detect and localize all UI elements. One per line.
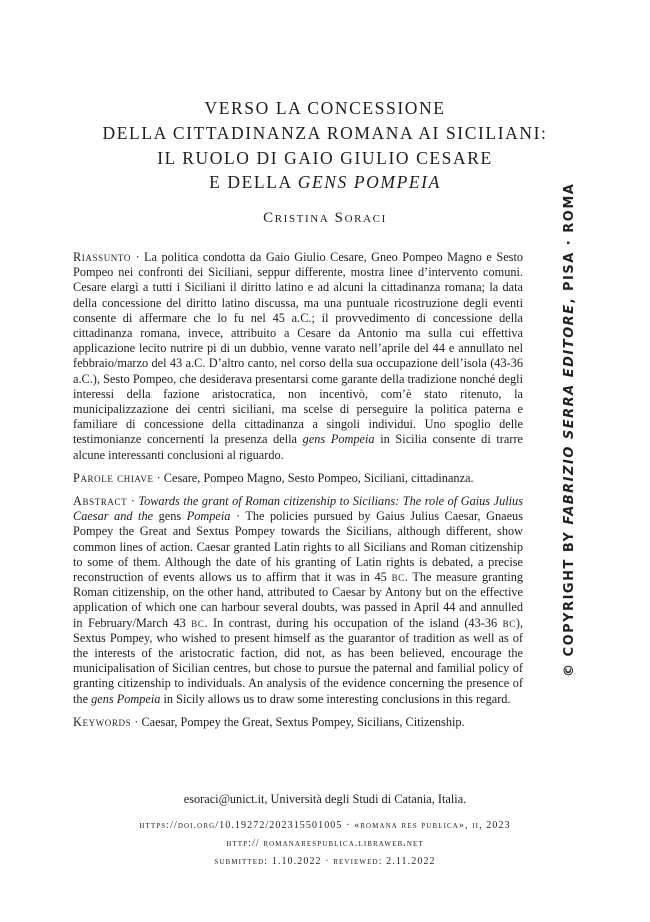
abstract-text-1: The policies pursued by Gaius Julius Caesar, Gnaeus Pompey the Great and Sextus Pompey towards the Sicilians, although different, show common lines of action. Caesar granted Latin rights to all Sicilians and Roman citizenship to some of them. Although the date of his granting of Latin rights is debated, a precise reconstruction of events allows us to affirm that it was in 45 <box>73 509 523 585</box>
parole-chiave-text: Cesare, Pompeo Magno, Sesto Pompeo, Siciliani, cittadinanza. <box>163 471 474 485</box>
title-line-1: VERSO LA CONCESSIONE <box>204 98 446 118</box>
keywords-label: Keywords <box>73 715 132 729</box>
abstract-separator-2: · <box>230 509 246 524</box>
abstract-paragraph <box>73 494 523 707</box>
abstract-bc-2: bc <box>191 615 205 630</box>
copyright-notice <box>559 182 581 677</box>
copyright-prefix: © COPYRIGHT BY <box>562 524 577 677</box>
article-title <box>60 96 590 195</box>
riassunto-paragraph <box>73 250 523 463</box>
title-line-4 <box>60 170 590 195</box>
keywords-separator: · <box>131 715 142 729</box>
abstract-title-italic-2: Pompeia <box>186 509 231 524</box>
abstract-bc-1: bc <box>391 570 405 585</box>
abstract-text-3: . In contrast, during his occupation of the island (43-36 <box>204 615 503 630</box>
submission-dates: submitted: 1.10.2022 · reviewed: 2.11.2022 <box>214 856 436 867</box>
abstract-text-5: in Sicily allows us to draw some interesting conclusions in this regard. <box>160 691 511 706</box>
riassunto-text: La politica condotta da Gaio Giulio Cesare, Gneo Pompeo Magno e Sesto Pompeo nei confronti dei Siciliani, seppur differente, mostra linee d’intervento comuni. Cesare elargì a tutti i Siciliani il diritto latino e ad alcuni la cittadinanza romana; la data della concessione del diritto latino discussa, ma una puntuale ricostruzione degli eventi consente di affermare che lo fu nel 45 a.C.; il provvedimento di concessione della cittadinanza romana, invece, attribuito a Cesare da Antonio ma sulla cui effettiva applicazione lecito nutrire pi di un dubbio, venne varato nell’aprile del 44 e annullato nel febbraio/marzo del 43 a.C. D’altro canto, nel corso della sua occupazione dell’isola (43-36 a.C.), Sesto Pompeo, che desiderava presentarsi come garante della tradizione nonché degli interessi della fazione aristocratica, non incentivò, com’è stato ritenuto, la municipalizzazione dei centri siciliani, ma scelse di perseguire la politica paterna e familiare di concessione della cittadinanza a singoli individui. Uno spoglio delle testimonianze concernenti la presenza della <box>73 250 524 447</box>
author-email-affiliation: esoraci@unict.it, Università degli Studi di Catania, Italia. <box>183 792 467 806</box>
title-line-4-italic: GENS POMPEIA <box>297 172 441 193</box>
title-line-2: DELLA CITTADINANZA ROMANA AI SICILIANI: <box>102 122 548 143</box>
keywords-text: Caesar, Pompey the Great, Sextus Pompey, Sicilians, Citizenship. <box>141 715 465 729</box>
author-name: Cristina Soraci <box>263 210 387 226</box>
riassunto-italic: gens Pompeia <box>302 432 375 447</box>
copyright-suffix: , PISA · ROMA <box>562 182 577 304</box>
abstract-text-4: ), Sextus Pompey, who wished to present himself as the guarantor of tradition as well as of the interests of the aristocratic faction, did not, as has been believed, encourage the municipalisation of Sicilian centres, but chose to pursue the paternal and familial policy of granting citizenship to individuals. An analysis of the evidence concerning the presence of the <box>73 615 524 706</box>
abstract-title-italic-1: Towards the grant of Roman citizenship to Sicilians: The role of Gaius Julius Caesar and the <box>73 494 523 524</box>
copyright-publisher: FABRIZIO SERRA EDITORE <box>562 303 577 525</box>
keywords-paragraph <box>73 715 523 730</box>
parole-chiave-separator: · <box>153 471 164 485</box>
parole-chiave-paragraph <box>73 471 523 486</box>
title-line-4-prefix: E DELLA <box>209 172 298 193</box>
abstract-separator: · <box>127 494 139 508</box>
abstract-label: Abstract <box>73 494 128 508</box>
riassunto-label: Riassunto <box>73 250 131 264</box>
parole-chiave-label: Parole chiave <box>73 471 154 485</box>
riassunto-separator: · <box>130 250 145 264</box>
abstract-bc-3: bc <box>502 615 516 630</box>
doi-line: https://doi.org/10.19272/202315501005 · «romana res publica», ii, 2023 <box>139 820 511 831</box>
abstract-text-2: . The measure granting Roman citizenship, on the other hand, attributed to Caesar by Antony but on the effective application of which one can harbour several doubts, was passed in April 44 and annulled in February/March 43 <box>73 570 523 630</box>
abstract-italic: gens Pompeia <box>91 691 161 706</box>
title-line-3: IL RUOLO DI GAIO GIULIO CESARE <box>157 147 493 168</box>
website-line: http:// romanarespublica.libraweb.net <box>226 838 424 849</box>
riassunto-text-end: in Sicilia consente di trarre alcune interessanti conclusioni al riguardo. <box>73 432 524 462</box>
abstract-title-roman: gens <box>153 509 187 524</box>
